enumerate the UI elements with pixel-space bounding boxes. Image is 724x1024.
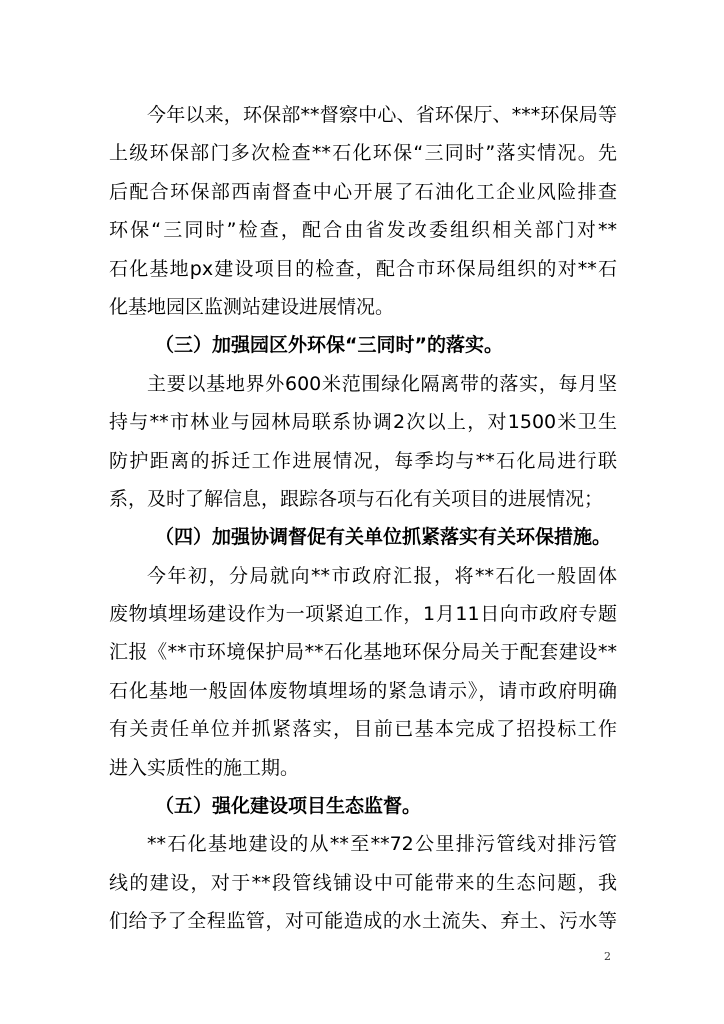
paragraph-3-line-1: 今年初，分局就向**市政府汇报，将**石化一般固体: [147, 564, 617, 587]
paragraph-1-line-5: 石化基地px建设项目的检查，配合市环保局组织的对**石: [109, 257, 617, 280]
section-heading-4: （四）加强协调督促有关单位抓紧落实有关环保措施。: [155, 526, 612, 549]
section-heading-3: （三）加强园区外环保“三同时”的落实。: [155, 334, 503, 357]
paragraph-2-line-3: 防护距离的拆迁工作进展情况，每季均与**石化局进行联: [109, 449, 617, 472]
section-heading-5: （五）强化建设项目生态监督。: [155, 795, 422, 818]
paragraph-3-line-5: 有关责任单位并抓紧落实，目前已基本完成了招投标工作: [109, 718, 617, 741]
document-body: [109, 96, 617, 941]
paragraph-1-line-1: 今年以来，环保部**督察中心、省环保厅、***环保局等: [147, 104, 617, 126]
paragraph-3-line-3: 汇报《**市环境保护局**石化基地环保分局关于配套建设**: [109, 641, 617, 664]
paragraph-2-line-4: 系，及时了解信息，跟踪各项与石化有关项目的进展情况；: [109, 487, 604, 510]
paragraph-4-line-2: 线的建设，对于**段管线铺设中可能带来的生态问题，我: [109, 871, 617, 894]
paragraph-1-line-3: 后配合环保部西南督查中心开展了石油化工企业风险排查: [109, 180, 617, 203]
paragraph-2-line-1: 主要以基地界外600米范围绿化隔离带的落实，每月坚: [147, 372, 617, 395]
paragraph-4-line-1: **石化基地建设的从**至**72公里排污管线对排污管: [147, 833, 617, 856]
paragraph-2-line-2: 持与**市林业与园林局联系协调2次以上，对1500米卫生: [109, 411, 617, 434]
paragraph-4-line-3: 们给予了全程监管，对可能造成的水土流失、弃土、污水等: [109, 910, 617, 933]
paragraph-3-line-6: 进入实质性的施工期。: [109, 756, 300, 779]
paragraph-3-line-4: 石化基地一般固体废物填埋场的紧急请示》，请市政府明确: [109, 679, 617, 702]
paragraph-1-line-4: 环保“三同时”检查，配合由省发改委组织相关部门对**: [109, 219, 617, 242]
paragraph-3-line-2: 废物填埋场建设作为一项紧迫工作，1月11日向市政府专题: [109, 603, 617, 626]
paragraph-1-line-2: 上级环保部门多次检查**石化环保“三同时”落实情况。先: [109, 142, 617, 165]
page-number: 2: [604, 950, 611, 963]
paragraph-1-line-6: 化基地园区监测站建设进展情况。: [109, 295, 395, 318]
